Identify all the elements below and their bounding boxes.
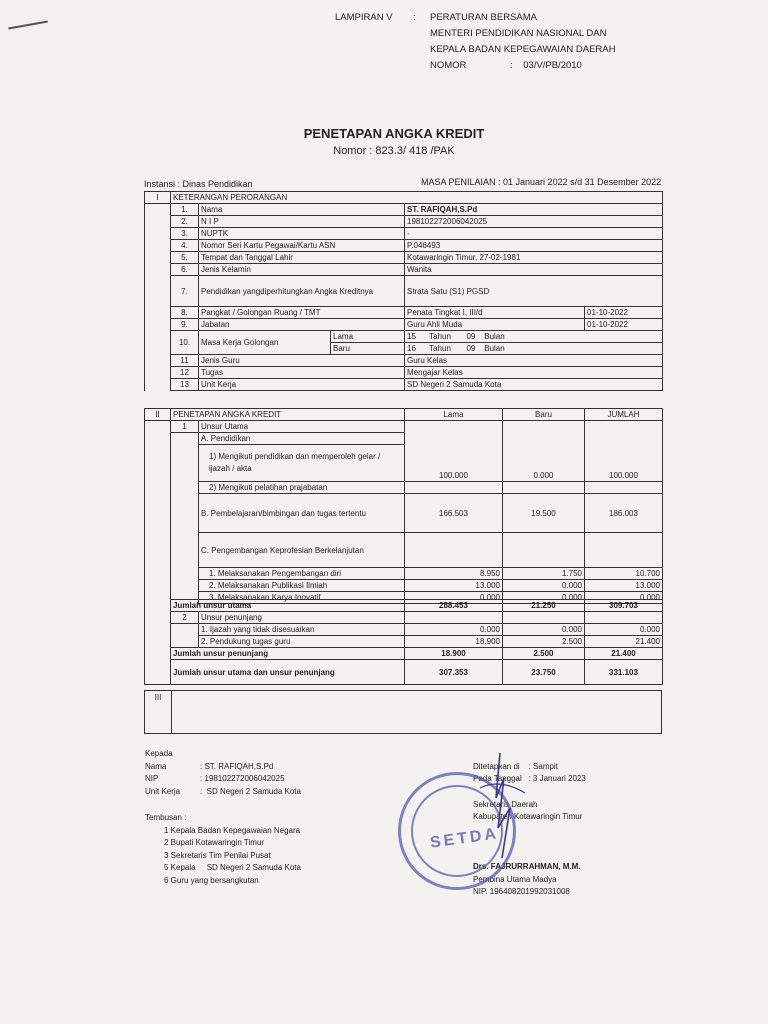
table-row — [145, 636, 663, 648]
row-date: 01-10-2022 — [585, 307, 663, 319]
table-row — [145, 568, 663, 580]
col-lama: Lama — [405, 409, 503, 421]
row-date: 01-10-2022 — [585, 319, 663, 331]
table-row — [145, 307, 663, 319]
row-value: Wanita — [405, 264, 663, 276]
section-2-header — [145, 409, 663, 421]
kepada-value-nip: : 198102272006042025 — [200, 774, 285, 783]
signer-nip: NIP. 196408201992031008 — [473, 887, 570, 896]
table-row — [145, 276, 663, 307]
table-row — [145, 600, 663, 612]
penetapan-table — [144, 408, 663, 604]
row-no: 13 — [171, 379, 199, 391]
row-no: 4. — [171, 240, 199, 252]
row-value: Guru Ahli Muda — [405, 319, 585, 331]
table-row — [145, 355, 663, 367]
section-3-box — [144, 690, 662, 734]
handwritten-signature-icon — [470, 748, 530, 868]
pada-tanggal: Pada Tanggal : 3 Januari 2023 — [473, 774, 586, 783]
row-value: 198102272006042025 — [405, 216, 663, 228]
tembusan-item: 5 Kepala SD Negeri 2 Samuda Kota — [164, 863, 301, 872]
table-row — [145, 319, 663, 331]
row-no: 10. — [171, 331, 199, 355]
table-row — [145, 204, 663, 216]
table-row — [145, 240, 663, 252]
empty-cell — [405, 612, 503, 624]
row-no: 9. — [171, 319, 199, 331]
baru-label: Baru — [331, 343, 405, 355]
row-no: 11 — [171, 355, 199, 367]
row-value: SD Negeri 2 Samuda Kota — [405, 379, 663, 391]
signer-position-2: Kabupaten Kotawaringin Timur — [473, 812, 583, 821]
kepada-key-nip: NIP — [145, 774, 159, 783]
scan-mark — [8, 21, 48, 29]
value-baru: 1.750 — [503, 568, 585, 580]
table-row — [145, 331, 663, 343]
row-label: Unsur penunjang — [199, 612, 405, 624]
value-jumlah: 13.000 — [585, 580, 663, 592]
kepada-value-unit: : SD Negeri 2 Samuda Kota — [200, 787, 301, 796]
table-row — [145, 648, 663, 660]
col-baru: Baru — [503, 409, 585, 421]
lampiran-colon: : — [413, 12, 416, 23]
table-row — [145, 367, 663, 379]
row-no: 1. — [171, 204, 199, 216]
row-label: Jabatan — [199, 319, 405, 331]
row-no: 6. — [171, 264, 199, 276]
value-lama: 0.000 — [405, 592, 503, 604]
empty-cell — [503, 612, 585, 624]
value-jumlah: 10.700 — [585, 568, 663, 580]
kepada-value-nama: : ST. RAFIQAH,S.Pd — [200, 762, 274, 771]
table-row — [145, 264, 663, 276]
totals-table — [144, 599, 663, 685]
value-baru: 23.750 — [503, 660, 585, 685]
tembusan-item: 3 Sekretaris Tim Penilai Pusat — [164, 851, 271, 860]
empty-cell — [503, 533, 585, 568]
row-no: 12 — [171, 367, 199, 379]
row-no: 7. — [171, 276, 199, 307]
row-label: N I P — [199, 216, 405, 228]
value-lama: 13.000 — [405, 580, 503, 592]
value-baru: 0.000 — [503, 421, 585, 482]
table-row — [145, 379, 663, 391]
spacer-cell — [171, 624, 199, 648]
table-row — [145, 612, 663, 624]
empty-cell — [585, 482, 663, 494]
value-baru: 2.500 — [503, 636, 585, 648]
row-value: ST. RAFIQAH,S.Pd — [405, 204, 663, 216]
row-label: Unsur Utama — [199, 421, 405, 433]
row-label: Tempat dan Tanggal Lahir — [199, 252, 405, 264]
table-row — [145, 580, 663, 592]
value-jumlah: 186.003 — [585, 494, 663, 533]
signer-position-1: Sekretaris Daerah — [473, 800, 538, 809]
row-label: 1. Ijazah yang tidak disesuaikan — [199, 624, 405, 636]
empty-cell — [503, 482, 585, 494]
kepada-key-nama: Nama — [145, 762, 167, 771]
table-row — [145, 228, 663, 240]
row-label: Pendidikan yangdiperhitungkan Angka Kreditnya — [199, 276, 405, 307]
row-no: 2 — [171, 612, 199, 624]
tembusan-label: Tembusan : — [145, 813, 187, 822]
value-lama: 288.453 — [405, 600, 503, 612]
value-baru: 21.250 — [503, 600, 585, 612]
row-label: A. Pendidikan — [199, 433, 405, 445]
value-lama: 18.900 — [405, 636, 503, 648]
row-label: Nama — [199, 204, 405, 216]
tembusan-item: 6 Guru yang bersangkutan — [164, 876, 259, 885]
empty-cell — [585, 533, 663, 568]
value-baru: 0.000 — [503, 580, 585, 592]
value-jumlah: 331.103 — [585, 660, 663, 685]
value-lama: 166.503 — [405, 494, 503, 533]
table-row — [145, 421, 663, 433]
row-value: Penata Tingkat I, III/d — [405, 307, 585, 319]
baru-value: 16 Tahun 09 Bulan — [405, 343, 663, 355]
value-jumlah: 21.400 — [585, 648, 663, 660]
lama-label: Lama — [331, 331, 405, 343]
row-label: Jumlah unsur utama dan unsur penunjang — [171, 660, 405, 685]
value-jumlah: 100.000 — [585, 421, 663, 482]
spacer-cell — [171, 433, 199, 604]
header-line-3: KEPALA BADAN KEPEGAWAIAN DAERAH — [430, 44, 616, 55]
value-jumlah: 309.703 — [585, 600, 663, 612]
value-jumlah: 21.400 — [585, 636, 663, 648]
value-lama: 0.000 — [405, 624, 503, 636]
table-row — [145, 533, 663, 568]
spacer-cell — [145, 204, 171, 391]
ditetapkan-di: Ditetapkan di : Sampit — [473, 762, 558, 771]
signer-rank: Pembina Utama Madya — [473, 875, 557, 884]
section-num: I — [145, 192, 171, 204]
nomor-value: : 03/V/PB/2010 — [510, 60, 582, 71]
stamp-text: SETDA — [429, 825, 501, 852]
row-value: Strata Satu (S1) PGSD — [405, 276, 663, 307]
row-value: Guru Kelas — [405, 355, 663, 367]
masa-penilaian: MASA PENILAIAN : 01 Januari 2022 s/d 31 Desember 2022 — [421, 177, 662, 187]
signer-name: Drs. FAJRURRAHMAN, M.M. — [473, 862, 581, 871]
page-title: PENETAPAN ANGKA KREDIT — [303, 126, 485, 141]
row-label: C. Pengembangan Keprofesian Berkelanjutan — [199, 533, 405, 568]
table-row — [145, 624, 663, 636]
section-num: II — [145, 409, 171, 421]
row-no: 3. — [171, 228, 199, 240]
kepada-key-unit: Unit Kerja — [145, 787, 181, 796]
value-lama: 18.900 — [405, 648, 503, 660]
row-no: 1 — [171, 421, 199, 433]
page-subtitle: Nomor : 823.3/ 418 /PAK — [333, 145, 455, 157]
value-baru: 0.000 — [503, 624, 585, 636]
empty-cell — [405, 533, 503, 568]
tembusan-item: 1 Kepala Badan Kepegawaian Negara — [164, 826, 301, 835]
section-label: PENETAPAN ANGKA KREDIT — [171, 409, 405, 421]
row-no: 8. — [171, 307, 199, 319]
section-3-num: III — [145, 691, 172, 733]
section-1-header — [145, 192, 663, 204]
row-label: 3. Melaksanakan Karya Inovatif — [199, 592, 405, 604]
nomor-label: NOMOR — [430, 60, 467, 71]
row-value: P.046493 — [405, 240, 663, 252]
row-label: Pangkat / Golongan Ruang / TMT — [199, 307, 405, 319]
row-label: Tugas — [199, 367, 405, 379]
row-label: 2. Melaksanakan Publikasi Ilmiah — [199, 580, 405, 592]
kepada-label: Kepada — [145, 749, 173, 758]
value-jumlah: 0.000 — [585, 592, 663, 604]
row-label: NUPTK — [199, 228, 405, 240]
value-jumlah: 0.000 — [585, 624, 663, 636]
row-label: B. Pembelajaran/bimbingan dan tugas tertentu — [199, 494, 405, 533]
value-lama: 8.950 — [405, 568, 503, 580]
header-line-1: PERATURAN BERSAMA — [430, 12, 537, 23]
row-label: 1. Melaksanakan Pengembangan diri — [199, 568, 405, 580]
row-label: Unit Kerja — [199, 379, 405, 391]
tembusan-item: 2 Bupati Kotawaringin Timur — [164, 838, 265, 847]
row-label: Jenis Kelamin — [199, 264, 405, 276]
col-jumlah: JUMLAH — [585, 409, 663, 421]
row-label: Jumlah unsur utama — [171, 600, 405, 612]
row-label: Jumlah unsur penunjang — [171, 648, 405, 660]
spacer-cell — [145, 600, 171, 685]
table-row — [145, 482, 663, 494]
table-row — [145, 216, 663, 228]
angka-kredit-table — [144, 191, 663, 391]
section-label: KETERANGAN PERORANGAN — [171, 192, 663, 204]
empty-cell — [405, 482, 503, 494]
value-lama: 100.000 — [405, 421, 503, 482]
table-row — [145, 660, 663, 685]
row-label: Jenis Guru — [199, 355, 405, 367]
lama-value: 15 Tahun 09 Bulan — [405, 331, 663, 343]
row-label: Nomor Seri Kartu Pegawai/Kartu ASN — [199, 240, 405, 252]
value-baru: 19.500 — [503, 494, 585, 533]
spacer-cell — [145, 421, 171, 604]
row-value: Mengajar Kelas — [405, 367, 663, 379]
table-row — [145, 252, 663, 264]
row-value: - — [405, 228, 663, 240]
empty-cell — [585, 612, 663, 624]
row-label: 2. Pendukung tugas guru — [199, 636, 405, 648]
value-baru: 2.500 — [503, 648, 585, 660]
table-row — [145, 494, 663, 533]
row-label: 1) Mengikuti pendidikan dan memperoleh gelar / ijazah / akta — [199, 445, 405, 482]
row-label: 2) Mengikuti pelatihan prajabatan — [199, 482, 405, 494]
row-label: Masa Kerja Golongan — [199, 331, 331, 355]
row-value: Kotawaringin Timur, 27-02-1981 — [405, 252, 663, 264]
value-lama: 307.353 — [405, 660, 503, 685]
header-line-2: MENTERI PENDIDIKAN NASIONAL DAN — [430, 28, 607, 39]
row-no: 2. — [171, 216, 199, 228]
lampiran-label: LAMPIRAN V — [335, 12, 393, 23]
row-no: 5. — [171, 252, 199, 264]
instansi: Instansi : Dinas Pendidikan — [144, 179, 253, 189]
value-baru: 0.000 — [503, 592, 585, 604]
